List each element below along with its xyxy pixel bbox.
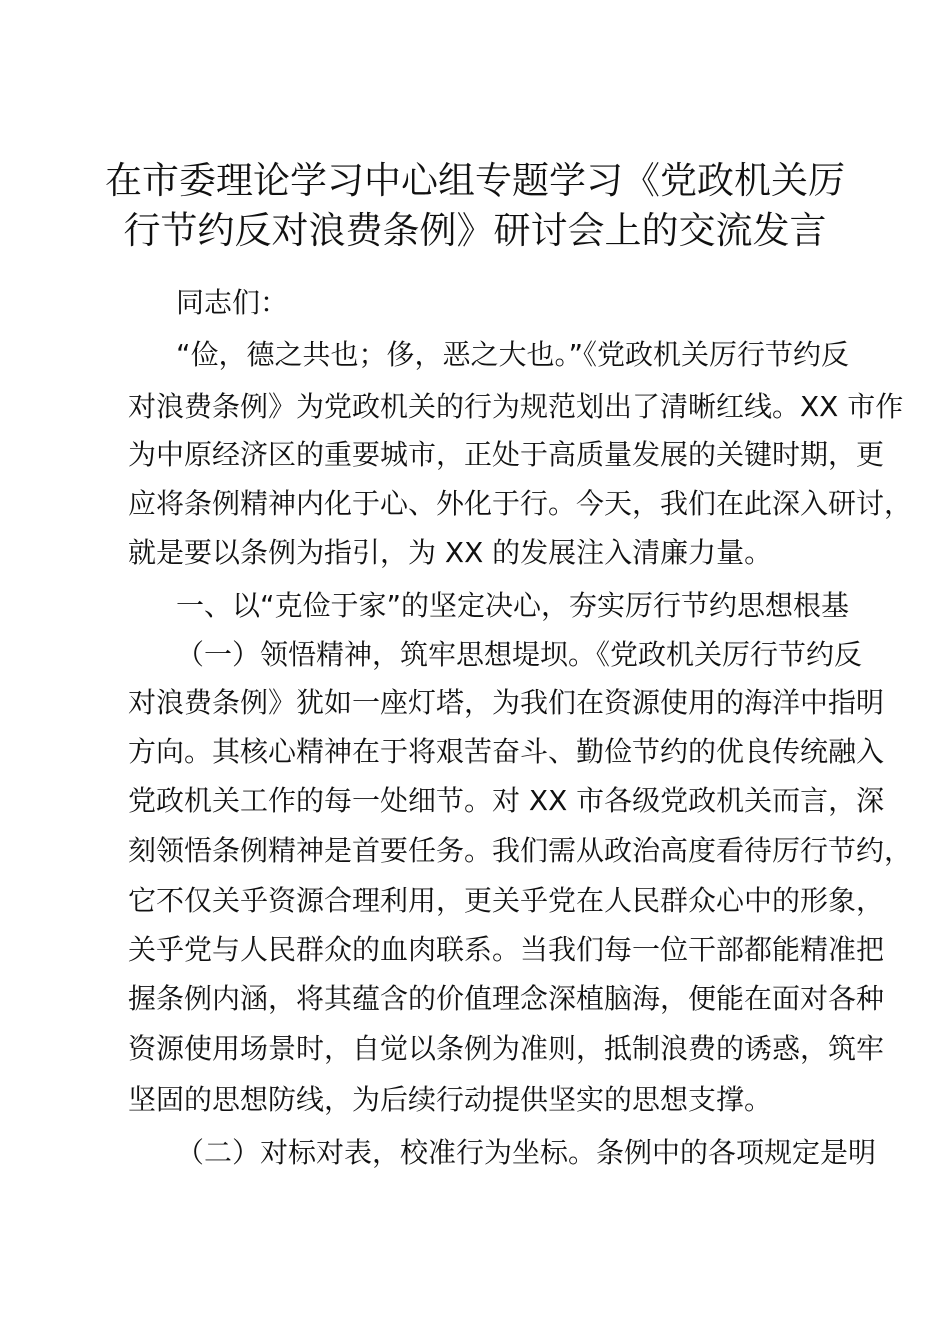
paragraph-2-line-1: （一）领悟精神，筑牢思想堤坝。《党政机关厉行节约反 bbox=[176, 638, 863, 671]
paragraph-1-line-1: “俭，德之共也；侈，恶之大也。”《党政机关厉行节约反 bbox=[176, 338, 850, 371]
section-heading-1: 一、以“克俭于家”的坚定决心，夯实厉行节约思想根基 bbox=[176, 589, 850, 622]
document-title-line-2: 行节约反对浪费条例》研讨会上的交流发言 bbox=[123, 209, 827, 252]
paragraph-1-line-4: 应将条例精神内化于心、外化于行。今天，我们在此深入研讨， bbox=[128, 487, 913, 520]
paragraph-2-line-6: 它不仅关乎资源合理利用，更关乎党在人民群众心中的形象， bbox=[128, 884, 885, 917]
paragraph-2-line-7: 关乎党与人民群众的血肉联系。当我们每一位干部都能精准把 bbox=[128, 933, 885, 966]
paragraph-1-line-5: 就是要以条例为指引，为 XX 的发展注入清廉力量。 bbox=[128, 536, 773, 569]
paragraph-2-line-9: 资源使用场景时，自觉以条例为准则，抵制浪费的诱惑，筑牢 bbox=[128, 1032, 885, 1065]
paragraph-2-line-2: 对浪费条例》犹如一座灯塔，为我们在资源使用的海洋中指明 bbox=[128, 686, 885, 719]
paragraph-2-line-4: 党政机关工作的每一处细节。对 XX 市各级党政机关而言，深 bbox=[128, 784, 885, 817]
paragraph-2-line-10: 坚固的思想防线，为后续行动提供坚实的思想支撑。 bbox=[128, 1083, 773, 1116]
paragraph-3-line-1: （二）对标对表，校准行为坐标。条例中的各项规定是明 bbox=[176, 1136, 877, 1169]
paragraph-2-line-8: 握条例内涵，将其蕴含的价值理念深植脑海，便能在面对各种 bbox=[128, 982, 885, 1015]
paragraph-1-line-3: 为中原经济区的重要城市，正处于高质量发展的关键时期，更 bbox=[128, 438, 885, 471]
paragraph-1-line-2: 对浪费条例》为党政机关的行为规范划出了清晰红线。XX 市作 bbox=[128, 390, 904, 423]
paragraph-2-line-5: 刻领悟条例精神是首要任务。我们需从政治高度看待厉行节约， bbox=[128, 834, 913, 867]
document-title-line-1: 在市委理论学习中心组专题学习《党政机关厉 bbox=[105, 159, 845, 202]
greeting: 同志们： bbox=[176, 286, 289, 319]
paragraph-2-line-3: 方向。其核心精神在于将艰苦奋斗、勤俭节约的优良传统融入 bbox=[128, 735, 885, 768]
